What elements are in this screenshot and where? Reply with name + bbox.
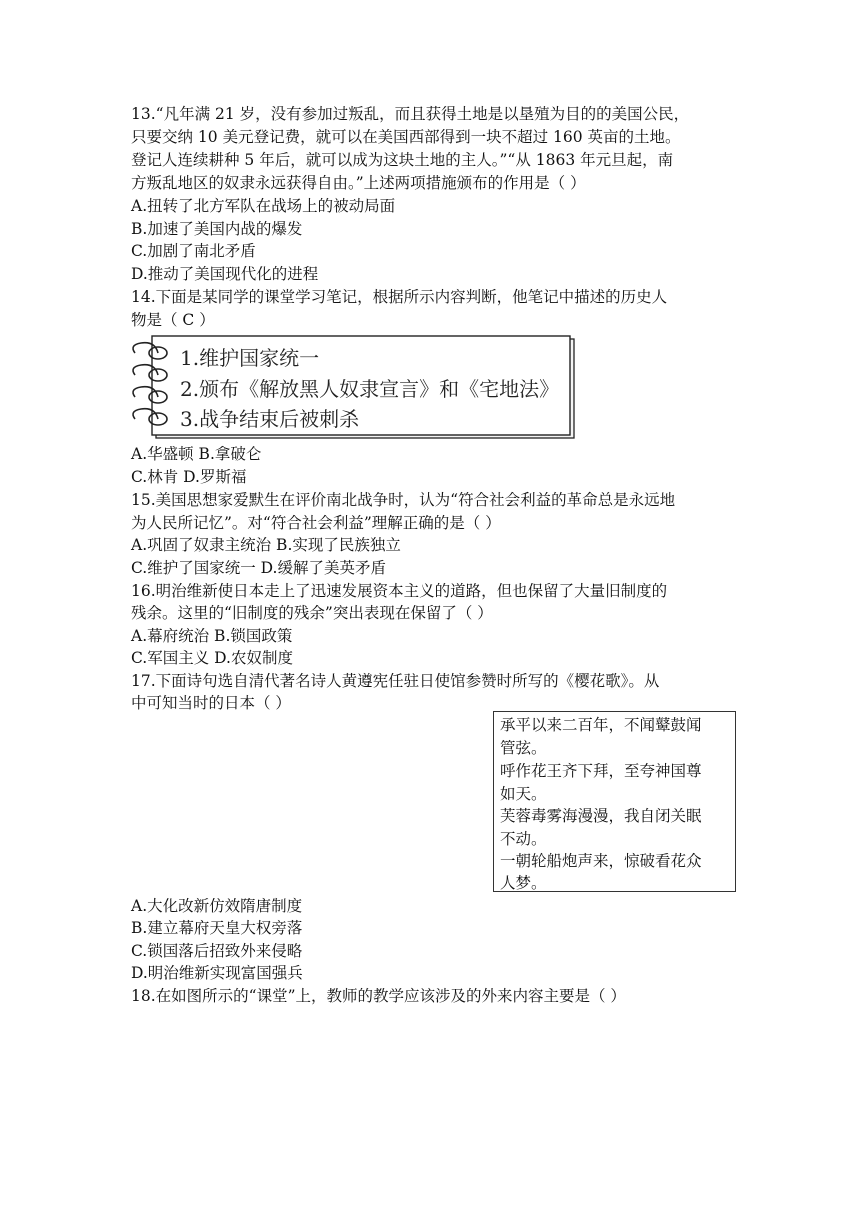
q16-options-row-2: C.军国主义 D.农奴制度 (131, 649, 293, 667)
q13-line-2: 只要交纳 10 美元登记费，就可以在美国西部得到一块不超过 160 英亩的土地。 (131, 128, 681, 146)
poem-line-2: 管弦。 (500, 739, 547, 757)
q13-option-c: C.加剧了南北矛盾 (131, 242, 256, 260)
q17-option-b: B.建立幕府天皇大权旁落 (131, 919, 303, 937)
q15-options-row-2: C.维护了国家统一 D.缓解了美英矛盾 (131, 559, 386, 577)
poem-line-5: 芙蓉毒雾海漫漫，我自闭关眠 (500, 807, 702, 825)
q14-options-row-1: A.华盛顿 B.拿破仑 (131, 445, 262, 463)
poem-line-6: 不动。 (500, 830, 547, 848)
notebook-item-3: 3.战争结束后被刺杀 (180, 407, 360, 431)
q17-line-1: 17.下面诗句选自清代著名诗人黄遵宪任驻日使馆参赞时所写的《樱花歌》。从 (131, 672, 660, 690)
q13-option-d: D.推动了美国现代化的进程 (131, 265, 319, 283)
poem-line-4: 如天。 (500, 785, 547, 803)
q17-line-2: 中可知当时的日本（ ） (131, 694, 291, 712)
q13-line-1: 13.“凡年满 21 岁，没有参加过叛乱，而且获得土地是以垦殖为目的的美国公民， (131, 105, 690, 123)
poem-line-1: 承平以来二百年，不闻鼙鼓闻 (500, 716, 702, 734)
q17-option-a: A.大化改新仿效隋唐制度 (131, 897, 303, 915)
poem-line-3: 呼作花王齐下拜，至夸神国尊 (500, 762, 702, 780)
q15-options-row-1: A.巩固了奴隶主统治 B.实现了民族独立 (131, 536, 401, 554)
q16-options-row-1: A.幕府统治 B.锁国政策 (131, 627, 293, 645)
q14-options-row-2: C.林肯 D.罗斯福 (131, 468, 247, 486)
q16-line-1: 16.明治维新使日本走上了迅速发展资本主义的道路，但也保留了大量旧制度的 (131, 582, 668, 600)
q15-line-1: 15.美国思想家爱默生在评价南北战争时，认为“符合社会利益的革命总是永远地 (131, 491, 676, 509)
poem-line-8: 人梦。 (500, 874, 547, 892)
q15-line-2: 为人民所记忆”。对“符合社会利益”理解正确的是（ ） (131, 514, 501, 532)
q14-line-1: 14.下面是某同学的课堂学习笔记，根据所示内容判断，他笔记中描述的历史人 (131, 288, 668, 306)
q13-line-4: 方叛乱地区的奴隶永远获得自由。”上述两项措施颁布的作用是（ ） (131, 174, 586, 192)
notebook-item-2: 2.颁布《解放黑人奴隶宣言》和《宅地法》 (180, 377, 560, 401)
q17-option-d: D.明治维新实现富国强兵 (131, 964, 303, 982)
q17-option-c: C.锁国落后招致外来侵略 (131, 942, 303, 960)
q16-line-2: 残余。这里的“旧制度的残余”突出表现在保留了（ ） (131, 604, 493, 622)
q14-line-2: 物是（ C ） (131, 311, 215, 329)
poem-line-7: 一朝轮船炮声来，惊破看花众 (500, 852, 702, 870)
q18-line-1: 18.在如图所示的“课堂”上，教师的教学应该涉及的外来内容主要是（ ） (131, 987, 626, 1005)
q13-option-b: B.加速了美国内战的爆发 (131, 220, 303, 238)
notebook-item-1: 1.维护国家统一 (180, 346, 320, 370)
q13-line-3: 登记人连续耕种 5 年后，就可以成为这块土地的主人。”“从 1863 年元旦起，南 (131, 151, 674, 169)
q13-option-a: A.扭转了北方军队在战场上的被动局面 (131, 197, 396, 215)
